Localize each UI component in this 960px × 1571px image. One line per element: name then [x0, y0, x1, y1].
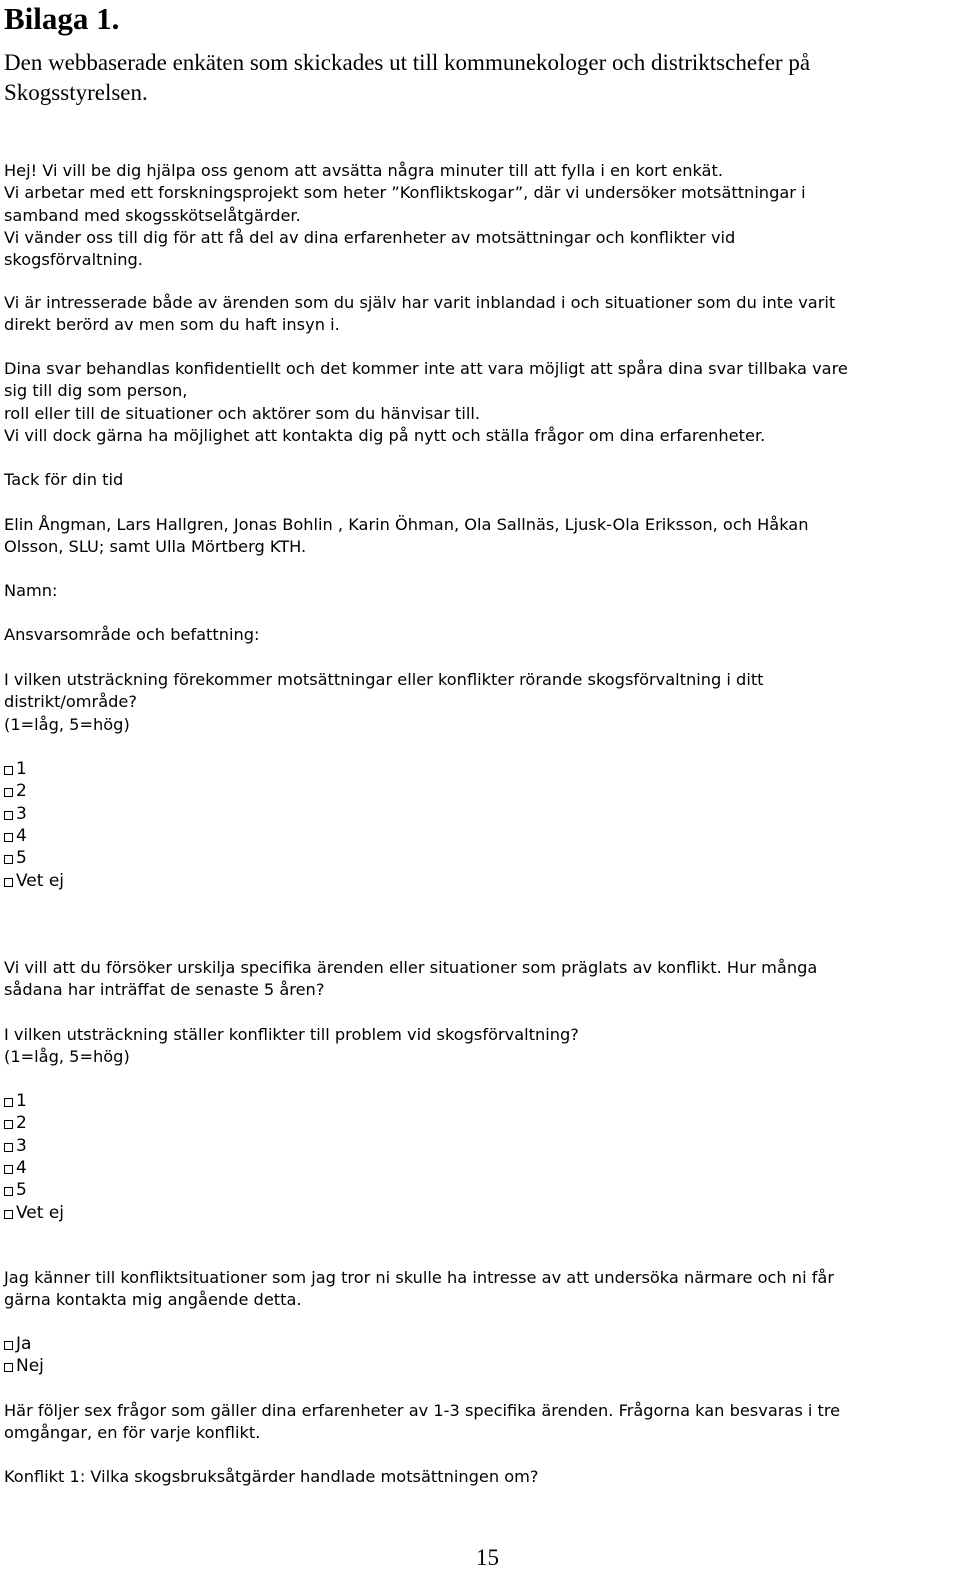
intro-paragraph — [4, 160, 960, 271]
checkbox-icon[interactable] — [4, 811, 13, 820]
option-label: 3 — [16, 1135, 27, 1156]
question-1-options — [4, 758, 304, 892]
q1-option-1[interactable] — [4, 758, 304, 780]
checkbox-icon[interactable] — [4, 1363, 13, 1372]
six-questions-line: omgångar, en för varje konflikt. — [4, 1423, 261, 1443]
checkbox-icon[interactable] — [4, 1165, 13, 1174]
confidential-line: roll eller till de situationer och aktörer som du hänvisar till. — [4, 403, 481, 423]
name-label: Namn: — [4, 581, 58, 600]
checkbox-icon[interactable] — [4, 1341, 13, 1350]
conflict-1-line: Konflikt 1: Vilka skogsbruksåtgärder handlade motsättningen om? — [4, 1467, 539, 1486]
q1-option-3[interactable] — [4, 803, 304, 825]
six-questions-paragraph — [4, 1400, 960, 1445]
page-title: Bilaga 1. — [4, 1, 120, 36]
checkbox-icon[interactable] — [4, 1187, 13, 1196]
intro-line: Vi vänder oss till dig för att få del av dina erfarenheter av motsättningar och konflikter vid — [4, 227, 736, 247]
option-label: 5 — [16, 848, 27, 869]
authors-line: Olsson, SLU; samt Ulla Mörtberg KTH. — [4, 537, 307, 557]
question-3-options — [4, 1090, 304, 1224]
option-label: Ja — [16, 1334, 32, 1355]
q1-option-vet-ej[interactable] — [4, 869, 304, 891]
intro-line: skogsförvaltning. — [4, 250, 143, 270]
question-2 — [4, 957, 960, 1002]
question-1 — [4, 669, 960, 736]
confidential-line: sig till dig som person, — [4, 381, 188, 401]
interest-line: direkt berörd av men som du haft insyn i. — [4, 315, 340, 335]
interest-line: Vi är intresserade både av ärenden som du själv har varit inblandad i och situationer som du inte varit — [4, 293, 836, 312]
option-label: 2 — [16, 1113, 27, 1134]
option-label: 1 — [16, 759, 27, 780]
checkbox-icon[interactable] — [4, 1120, 13, 1129]
question-4 — [4, 1267, 960, 1312]
conflict-1-question — [4, 1466, 960, 1488]
confidential-line: Dina svar behandlas konfidentiellt och det kommer inte att vara möjligt att spåra dina svar tillbaka vare — [4, 359, 848, 378]
q4-option-ja[interactable] — [4, 1333, 304, 1355]
question-4-options — [4, 1333, 304, 1378]
question-2-line: Vi vill att du försöker urskilja specifika ärenden eller situationer som präglats av konflikt. Hur många — [4, 958, 818, 977]
intro-line: samband med skogsskötselåtgärder. — [4, 205, 301, 225]
thanks-line: Tack för din tid — [4, 470, 124, 489]
option-label: Vet ej — [16, 1202, 65, 1223]
intro-line: Hej! Vi vill be dig hjälpa oss genom att avsätta några minuter till att fylla i en kort enkät. — [4, 161, 723, 180]
authors-line: Elin Ångman, Lars Hallgren, Jonas Bohlin , Karin Öhman, Ola Sallnäs, Ljusk-Ola Eriksson, och Håkan — [4, 515, 809, 534]
q4-option-nej[interactable] — [4, 1355, 304, 1377]
page-subtitle: Den webbaserade enkäten som skickades ut till kommunekologer och distriktschefer på Skogsstyrelsen. — [4, 50, 811, 105]
q1-option-4[interactable] — [4, 825, 304, 847]
checkbox-icon[interactable] — [4, 788, 13, 797]
interest-paragraph — [4, 292, 960, 337]
name-field-label — [4, 580, 960, 602]
checkbox-icon[interactable] — [4, 1143, 13, 1152]
option-label: Nej — [16, 1356, 44, 1377]
option-label: 5 — [16, 1180, 27, 1201]
checkbox-icon[interactable] — [4, 1210, 13, 1219]
option-label: 4 — [16, 826, 27, 847]
option-label: 3 — [16, 803, 27, 824]
question-3-line: I vilken utsträckning ställer konflikter till problem vid skogsförvaltning? — [4, 1025, 579, 1044]
role-field-label — [4, 624, 960, 646]
option-label: 2 — [16, 781, 27, 802]
option-label: Vet ej — [16, 870, 65, 891]
intro-line: Vi arbetar med ett forskningsprojekt som heter ”Konfliktskogar”, där vi undersöker motsättningar i — [4, 183, 806, 203]
thanks-text — [4, 469, 960, 491]
confidential-line: Vi vill dock gärna ha möjlighet att kontakta dig på nytt och ställa frågor om dina erfarenheter. — [4, 425, 766, 445]
question-1-line: distrikt/område? — [4, 692, 137, 712]
checkbox-icon[interactable] — [4, 1098, 13, 1107]
question-1-scale: (1=låg, 5=hög) — [4, 714, 130, 734]
question-4-line: Jag känner till konfliktsituationer som jag tror ni skulle ha intresse av att undersöka närmare och ni får — [4, 1268, 834, 1287]
checkbox-icon[interactable] — [4, 878, 13, 887]
q3-option-3[interactable] — [4, 1135, 304, 1157]
q3-option-2[interactable] — [4, 1112, 304, 1134]
q1-option-5[interactable] — [4, 847, 304, 869]
authors-paragraph — [4, 514, 960, 559]
checkbox-icon[interactable] — [4, 855, 13, 864]
question-2-line: sådana har inträffat de senaste 5 åren? — [4, 980, 325, 1000]
q3-option-4[interactable] — [4, 1157, 304, 1179]
option-label: 1 — [16, 1091, 27, 1112]
question-3 — [4, 1024, 960, 1069]
six-questions-line: Här följer sex frågor som gäller dina erfarenheter av 1-3 specifika ärenden. Frågorna kan besvaras i tre — [4, 1401, 841, 1420]
q1-option-2[interactable] — [4, 780, 304, 802]
q3-option-vet-ej[interactable] — [4, 1201, 304, 1223]
question-3-scale: (1=låg, 5=hög) — [4, 1047, 130, 1067]
question-4-line: gärna kontakta mig angående detta. — [4, 1290, 302, 1310]
option-label: 4 — [16, 1158, 27, 1179]
page-number: 15 — [476, 1545, 499, 1570]
q3-option-5[interactable] — [4, 1179, 304, 1201]
checkbox-icon[interactable] — [4, 833, 13, 842]
q3-option-1[interactable] — [4, 1090, 304, 1112]
checkbox-icon[interactable] — [4, 766, 13, 775]
question-1-line: I vilken utsträckning förekommer motsättningar eller konflikter rörande skogsförvaltning i ditt — [4, 670, 764, 689]
role-label: Ansvarsområde och befattning: — [4, 625, 260, 644]
confidential-paragraph — [4, 358, 960, 447]
